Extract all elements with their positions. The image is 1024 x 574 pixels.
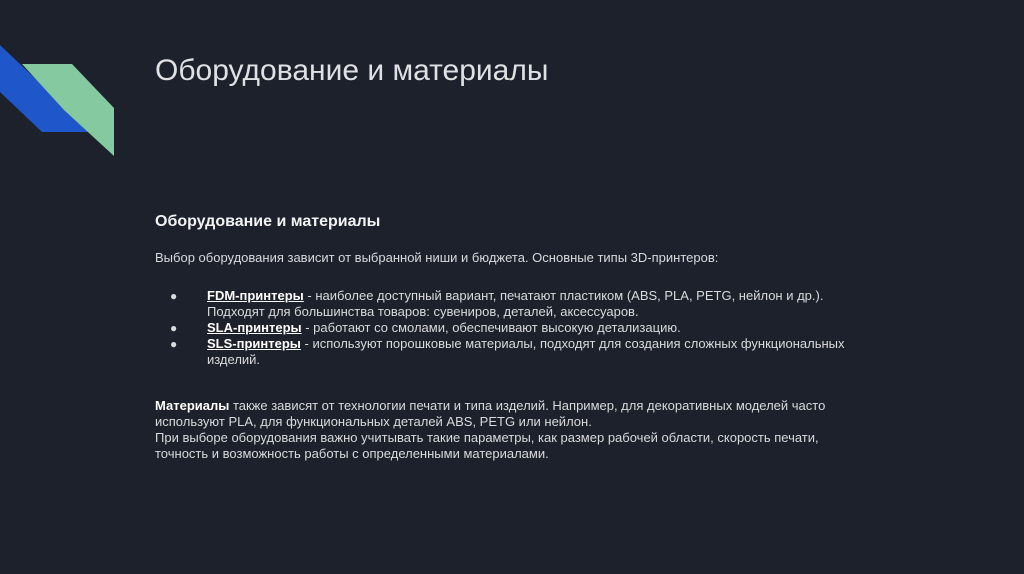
materials-line-1: также зависят от технологии печати и типа изделий. Например, для декоративных моделей часто	[229, 398, 826, 413]
sla-description: - работают со смолами, обеспечивают высокую детализацию.	[301, 320, 681, 335]
materials-line-2: используют PLA, для функциональных деталей ABS, PETG или нейлон.	[155, 414, 592, 429]
sls-description: - используют порошковые материалы, подходят для создания сложных функциональных	[300, 336, 845, 351]
bullet-icon: ●	[170, 289, 178, 303]
materials-paragraph	[155, 398, 925, 462]
printer-types-list	[155, 288, 925, 368]
materials-line-3: При выборе оборудования важно учитывать такие параметры, как размер рабочей области, скорость печати,	[155, 430, 819, 445]
sls-term: SLS-принтеры	[207, 336, 301, 351]
sls-description-cont: изделий.	[207, 352, 261, 367]
fdm-term: FDM-принтеры	[207, 288, 304, 303]
corner-decoration	[0, 0, 120, 160]
materials-line-4: точность и возможность работы с определенными материалами.	[155, 446, 549, 461]
materials-term: Материалы	[155, 398, 230, 413]
fdm-description-cont: Подходят для большинства товаров: сувениров, деталей, аксессуаров.	[207, 304, 639, 319]
section-subtitle: Оборудование и материалы	[155, 213, 381, 230]
slide-title: Оборудование и материалы	[155, 54, 549, 87]
bullet-icon: ●	[170, 337, 178, 351]
bullet-icon: ●	[170, 321, 178, 335]
fdm-description: - наиболее доступный вариант, печатают пластиком (ABS, PLA, PETG, нейлон и др.).	[303, 288, 824, 303]
list-item-sls	[155, 336, 925, 368]
slide-body	[155, 210, 925, 462]
list-item-sla	[155, 320, 925, 336]
list-item-fdm	[155, 288, 925, 320]
intro-paragraph: Выбор оборудования зависит от выбранной ниши и бюджета. Основные типы 3D-принтеров:	[155, 250, 719, 265]
sla-term: SLA-принтеры	[207, 320, 302, 335]
